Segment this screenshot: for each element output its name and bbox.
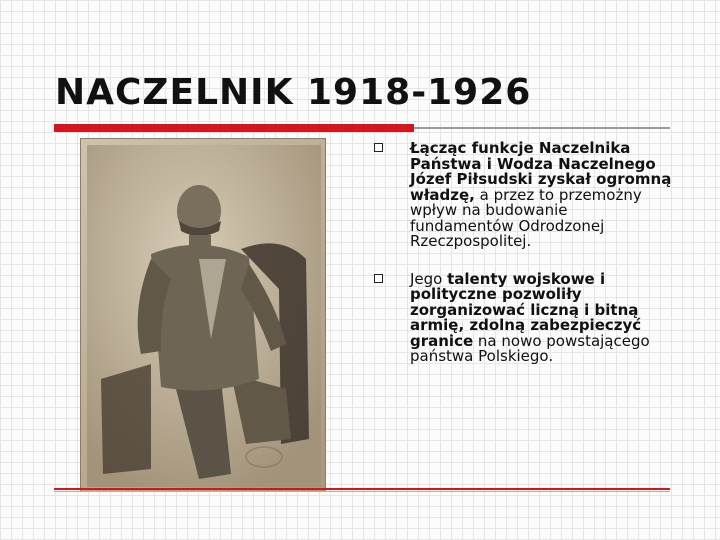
bullet-2-text-end: na nowo powstającego państwa Polskiego. <box>410 331 650 365</box>
bottom-rule-gray <box>54 491 670 492</box>
bottom-rule-red <box>54 488 670 490</box>
list-item <box>374 269 674 365</box>
slide-title: NACZELNIK 1918-1926 <box>55 72 532 113</box>
bullet-list <box>374 141 674 365</box>
bullet-2-text-start: Jego <box>410 269 448 288</box>
title-underline-gray <box>414 127 670 129</box>
hollow-square-bullet-icon <box>374 143 383 152</box>
hollow-square-bullet-icon <box>374 274 383 283</box>
portrait-photo-icon <box>80 138 326 492</box>
list-item <box>374 141 674 250</box>
bullet-2-bold-text: talenty wojskowe i polityczne pozwoliły zorganizować liczną i bitną armię, zdolną zabezpieczyć granice <box>410 269 642 350</box>
bullet-1-text: a przez to przemożny wpływ na budowanie fundamentów Odrodzonej Rzeczpospolitej. <box>410 185 642 250</box>
title-underline-red <box>54 124 414 132</box>
bullet-1-bold-text: Łącząc funkcje Naczelnika Państwa i Wodza Naczelnego Józef Piłsudski zyskał ogromną władzę, <box>410 139 672 204</box>
